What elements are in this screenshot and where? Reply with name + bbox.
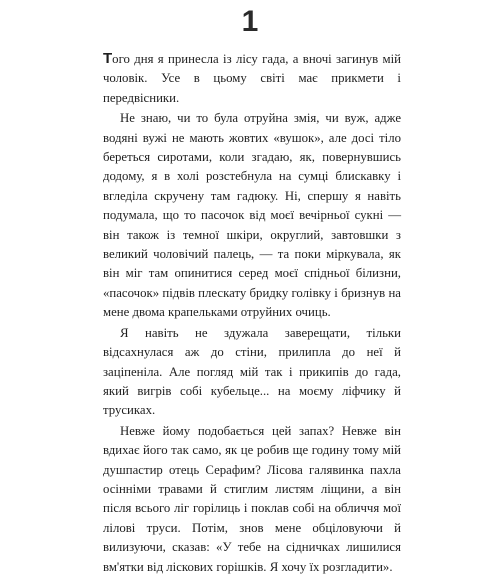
paragraph-1-text: ого дня я принесла із лісу гада, а вночі загинув мій чоловік. Усе в цьому світі має прикмети і передвісники. [103, 52, 401, 105]
paragraph-1 [103, 49, 401, 108]
chapter-number: 1 [241, 5, 259, 38]
paragraph-2: Не знаю, чи то була отруйна змія, чи вуж, адже водяні вужі не мають жовтих «вушок», але досі тіло береться сиротами, коли згадаю, як, повернувшись додому, я в холі розстебнула на сумці блискавку і вгледіла скручену там гадюку. Ні, спершу я навіть подумала, що то пасочок від моєї вечірньої сукні — він також із темної шкіри, округлий, завтовшки з великий чоловічий палець, — та поки міркувала, як він міг там опинитися серед моєї спідньої білизни, «пасочок» підвів плескату бридку голівку і бризнув на мене двома крапельками отруйних очиць. [103, 111, 401, 320]
body-text [103, 49, 401, 577]
drop-cap: Т [103, 50, 113, 67]
paragraph-4: Невже йому подобається цей запах? Невже він вдихає його так само, як це робив ще годину тому мій душпастир отець Серафим? Лісова галявинка пахла осінніми травами й стиглим листям ліщини, а він після всього ліг горілиць і поклав собі на обличчя мої лілові труси. Потім, знов мене обціловуючи й вилизуючи, сказав: «У тебе на сідничках лишилися вм'ятки від ліскових горішків. Я хочу їх розгладити». [103, 423, 401, 574]
paragraph-3: Я навіть не здужала заверещати, тільки відсахнулася аж до стіни, прилипла до неї й заціпеніла. Але погляд мій так і прикипів до гада, який вигрів собі кубельце... на моєму ліфчику й трусиках. [103, 325, 401, 418]
